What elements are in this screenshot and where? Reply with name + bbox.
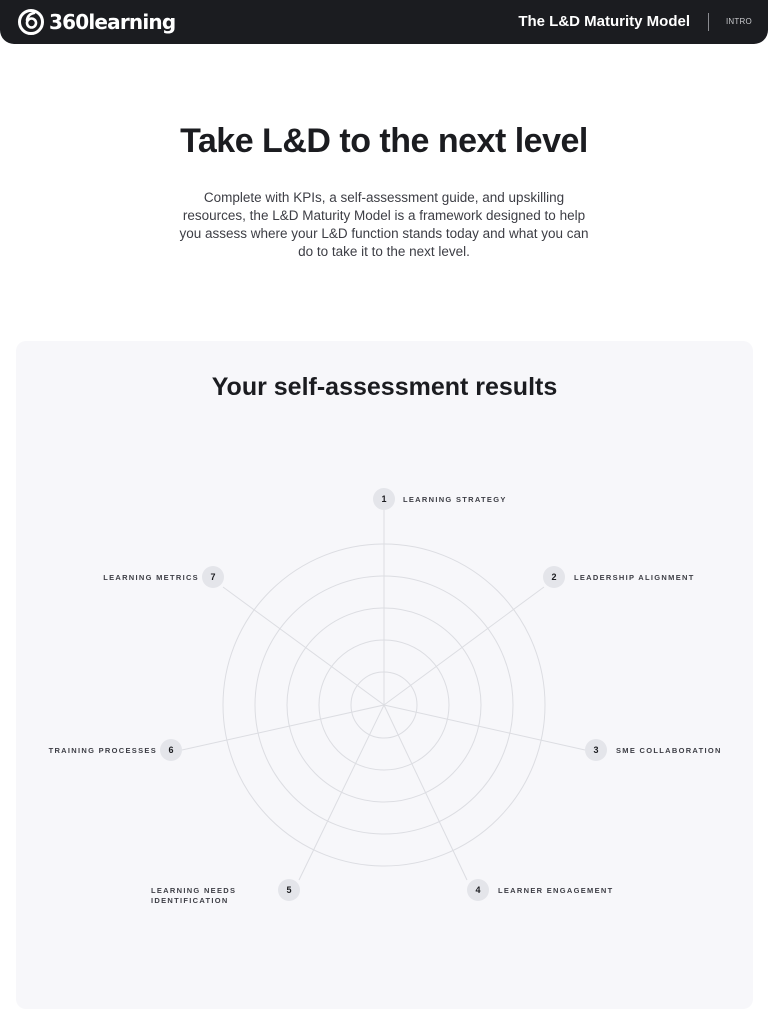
page-title: Take L&D to the next level — [180, 122, 588, 160]
360learning-logo-icon — [17, 8, 45, 36]
top-navigation-bar — [0, 0, 768, 44]
axis-badge-1[interactable]: 1 — [373, 488, 395, 510]
axis-badge-3[interactable]: 3 — [585, 739, 607, 761]
axis-label-leadership-alignment: LEADERSHIP ALIGNMENT — [574, 573, 695, 582]
axis-badge-7[interactable]: 7 — [202, 566, 224, 588]
logo-text: 360learning — [49, 10, 176, 34]
self-assessment-results-panel — [16, 341, 753, 1009]
nav-link-intro[interactable]: INTRO — [726, 17, 752, 26]
radar-spoke-3 — [384, 705, 585, 750]
axis-badge-5[interactable]: 5 — [278, 879, 300, 901]
axis-badge-4[interactable]: 4 — [467, 879, 489, 901]
axis-badge-2[interactable]: 2 — [543, 566, 565, 588]
page-description: Complete with KPIs, a self-assessment guide, and upskilling resources, the L&D Maturity Model is a framework designed to help you assess where your L&D function stands today and what you can do to take it to the next level. — [179, 190, 589, 259]
axis-label-learner-engagement: LEARNER ENGAGEMENT — [498, 886, 614, 895]
axis-label-learning-strategy: LEARNING STRATEGY — [403, 495, 507, 504]
axis-label-training-processes: TRAINING PROCESSES — [48, 746, 157, 755]
axis-label-learning-metrics: LEARNING METRICS — [103, 573, 199, 582]
axis-badge-6[interactable]: 6 — [160, 739, 182, 761]
radar-spoke-4 — [384, 705, 467, 880]
results-title: Your self-assessment results — [211, 373, 558, 401]
radar-spoke-5 — [299, 705, 384, 880]
axis-label-sme-collaboration: SME COLLABORATION — [616, 746, 722, 755]
radar-spokes — [182, 510, 585, 880]
header-title[interactable]: The L&D Maturity Model — [518, 13, 690, 30]
radar-chart — [16, 341, 753, 1009]
radar-spoke-6 — [182, 705, 384, 750]
radar-spoke-2 — [384, 587, 544, 705]
axis-label-learning-needs-identification: LEARNING NEEDS IDENTIFICATION — [151, 886, 237, 905]
logo[interactable] — [17, 8, 175, 36]
header-divider — [708, 13, 709, 31]
